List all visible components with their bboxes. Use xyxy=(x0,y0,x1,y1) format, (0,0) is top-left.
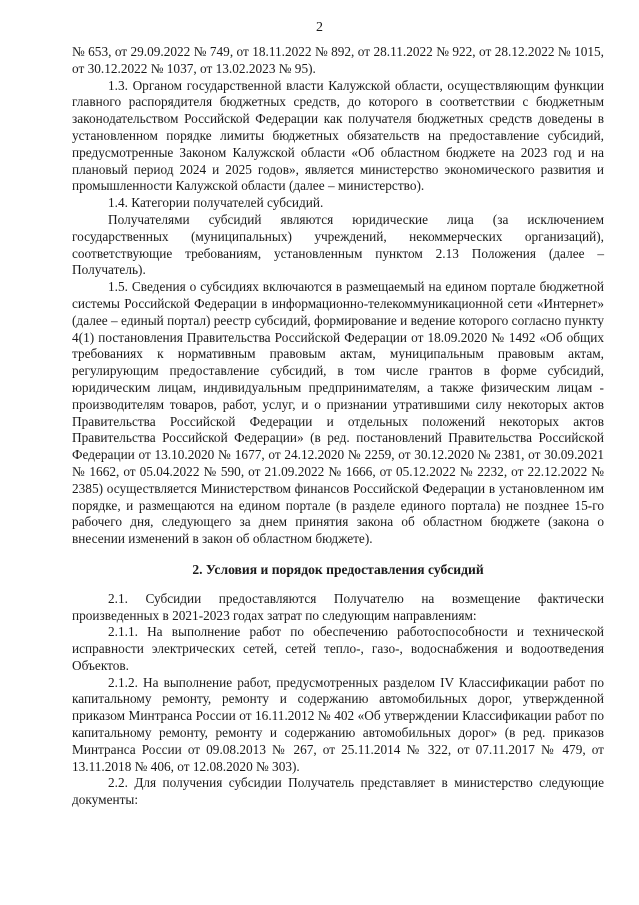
paragraph-1-5: 1.5. Сведения о субсидиях включаются в размещаемый на едином портале бюджетной системы Российской Федерации в информационно-телекоммуникационной сети «Интернет» (далее – единый портал) реестр субсидий, формирование и ведение которого согласно пункту 4(1) постановления Правительства Российской Федерации от 18.09.2020 № 1492 «Об общих требованиях к нормативным правовым актам, муниципальным правовым актам, регулирующим предоставление субсидий, в том числе грантов в форме субсидий, юридическим лицам, индивидуальным предпринимателям, а также физическим лицам - производителям товаров, работ, услуг, и о признании утратившими силу некоторых актов Правительства Российской Федерации и отдельных положений некоторых актов Правительства Российской Федерации» (в ред. постановлений Правительства Российской Федерации от 13.10.2020 № 1677, от 24.12.2020 № 2259, от 30.12.2020 № 2381, от 30.09.2021 № 1662, от 05.04.2022 № 590, от 21.09.2022 № 1666, от 05.12.2022 № 2232, от 22.12.2022 № 2385) осуществляется Министерством финансов Российской Федерации в установленном им порядке, и размещаются на едином портале (в разделе единого портала) не позднее 15-го рабочего дня, следующего за днем принятия закона об областном бюджете (закона о внесении изменений в закон об областном бюджете). xyxy=(72,279,604,547)
paragraph-1-3: 1.3. Органом государственной власти Калужской области, осуществляющим функции главного распорядителя бюджетных средств, до которого в соответствии с бюджетным законодательством Российской Федерации как получателя бюджетных средств доведены в установленном порядке лимиты бюджетных обязательств на предоставление субсидий, предусмотренные Законом Калужской области «Об областном бюджете на 2023 год и на плановый период 2024 и 2025 годов», является министерство экономического развития и промышленности Калужской области (далее – министерство). xyxy=(72,77,604,194)
paragraph-1-4: 1.4. Категории получателей субсидий. xyxy=(108,195,324,211)
document-body xyxy=(72,44,604,809)
paragraph-recipients: Получателями субсидий являются юридические лица (за исключением государственных (муниципальных) учреждений, некоммерческих организаций), соответствующие требованиям, установленным пунктом 2.13 Положения (далее – Получатель). xyxy=(72,211,604,278)
page-number: 2 xyxy=(316,20,323,35)
paragraph-2-1: 2.1. Субсидии предоставляются Получателю на возмещение фактически произведенных в 2021-2023 годах затрат по следующим направлениям: xyxy=(72,590,604,623)
paragraph-2-2: 2.2. Для получения субсидии Получатель представляет в министерство следующие документы: xyxy=(72,775,604,808)
paragraph-continuation: № 653, от 29.09.2022 № 749, от 18.11.2022 № 892, от 28.11.2022 № 922, от 28.12.2022 № 1015, от 30.12.2022 № 1037, от 13.02.2023 № 95). xyxy=(72,44,604,76)
paragraph-2-1-1: 2.1.1. На выполнение работ по обеспечению работоспособности и технической исправности электрических сетей, сетей тепло-, газо-, водоснабжения и водоотведения Объектов. xyxy=(72,624,604,673)
paragraph-2-1-2: 2.1.2. На выполнение работ, предусмотренных разделом IV Классификации работ по капитальному ремонту, ремонту и содержанию автомобильных дорог, утвержденной приказом Минтранса России от 16.11.2012 № 402 «Об утверждении Классификации работ по капитальному ремонту, ремонту и содержанию автомобильных дорог» (в ред. приказов Минтранса России от 09.08.2013 № 267, от 25.11.2014 № 322, от 07.11.2017 № 479, от 13.11.2018 № 406, от 12.08.2020 № 303). xyxy=(72,674,604,774)
section-heading: 2. Условия и порядок предоставления субсидий xyxy=(192,561,484,577)
